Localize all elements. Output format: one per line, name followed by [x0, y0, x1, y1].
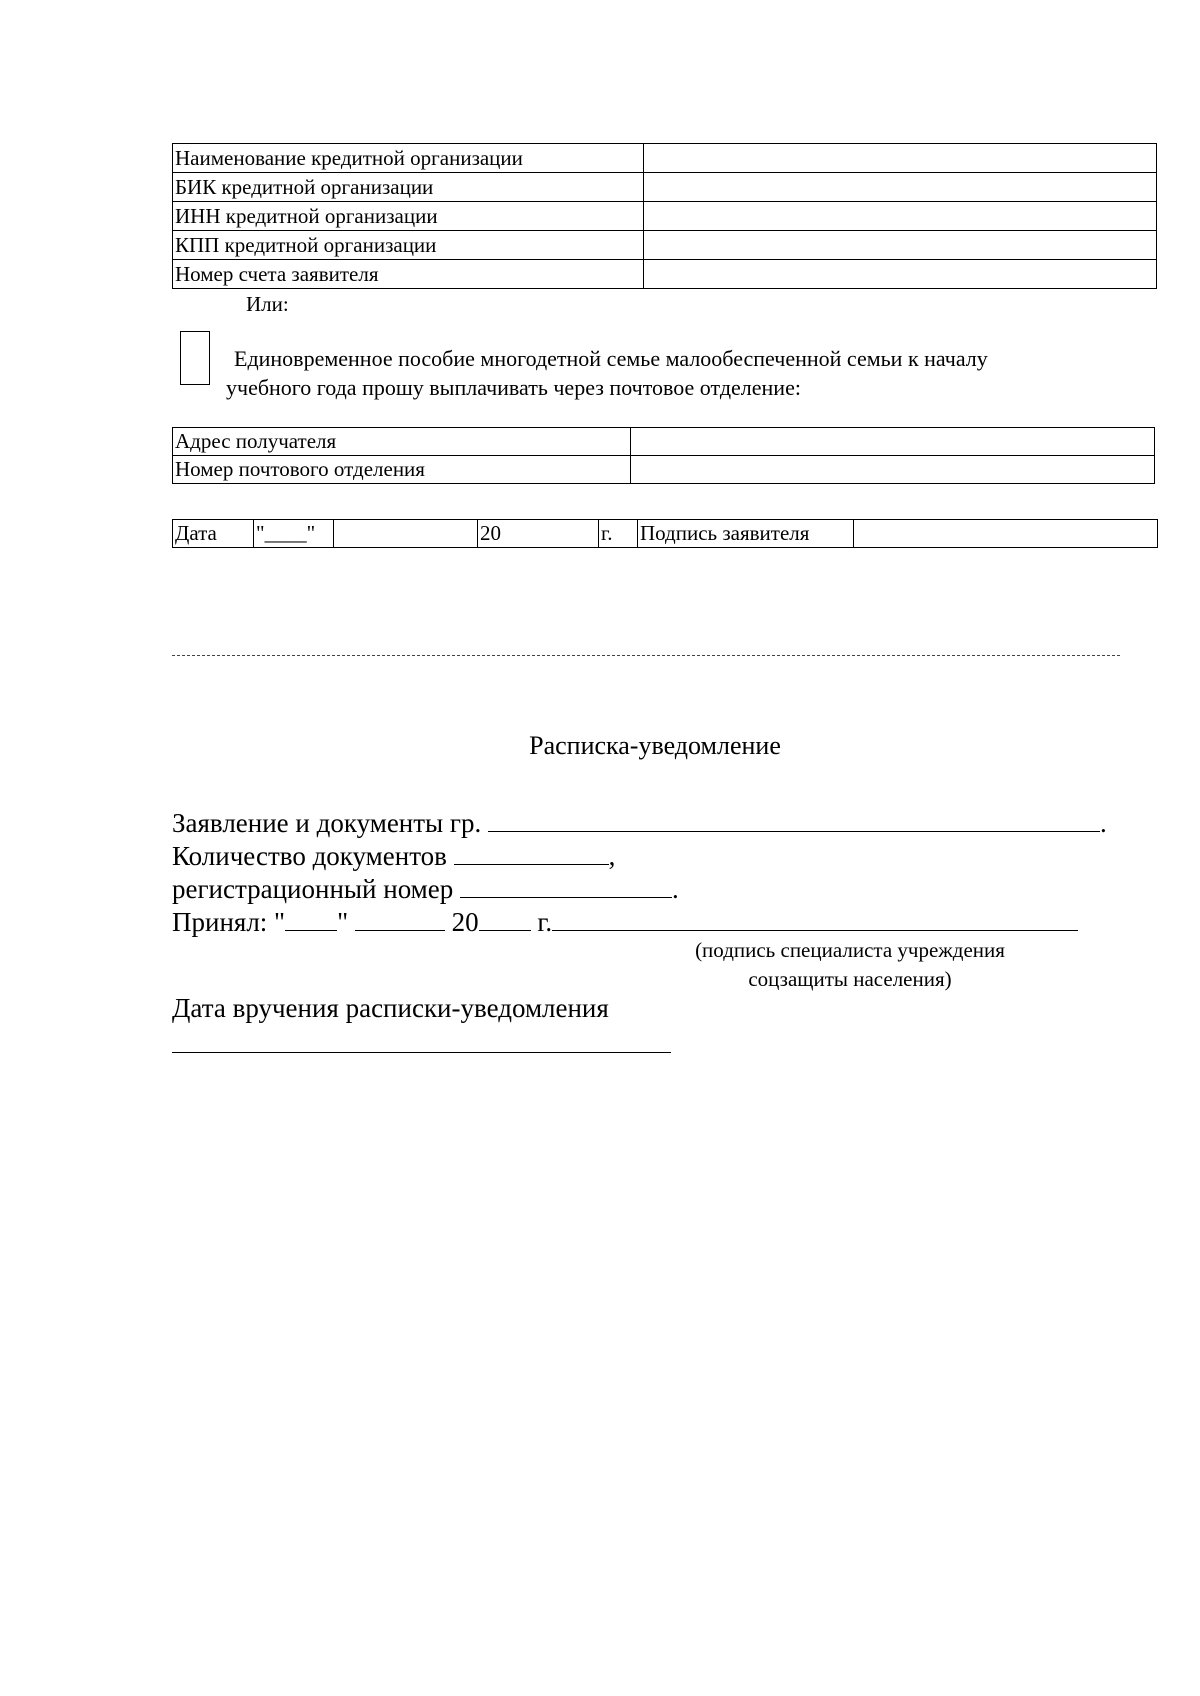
date-label: Дата — [173, 520, 254, 548]
postal-option-text-line1: Единовременное пособие многодетной семье малообеспеченной семьи к началу — [234, 346, 988, 371]
signature-label: Подпись заявителя — [638, 520, 854, 548]
reg-end: . — [672, 874, 679, 904]
specialist-signature-blank[interactable] — [552, 906, 1078, 931]
receipt-registration-row — [172, 873, 679, 906]
recipient-address-field[interactable] — [631, 428, 1155, 456]
accepted-day-blank[interactable] — [285, 906, 337, 931]
reg-label: регистрационный номер — [172, 874, 454, 904]
receipt-application-row — [172, 807, 1107, 840]
bik-field[interactable] — [644, 173, 1157, 202]
bik-label: БИК кредитной организации — [173, 173, 644, 202]
accepted-year: 20 — [451, 907, 479, 937]
cut-line-divider — [172, 655, 1120, 656]
accepted-g: г. — [537, 907, 553, 937]
specialist-note-line1: (подпись специалиста учреждения — [695, 938, 1005, 962]
accepted-label: Принял: " — [172, 907, 286, 937]
receipt-title: Расписка-уведомление — [529, 731, 781, 760]
kpp-label: КПП кредитной организации — [173, 231, 644, 260]
application-label: Заявление и документы гр. — [172, 808, 482, 838]
postal-option-text — [226, 344, 1136, 402]
table-row — [173, 428, 1155, 456]
accepted-month-blank[interactable] — [355, 906, 445, 931]
table-row — [173, 520, 1158, 548]
specialist-note-line2: соцзащиты населения) — [748, 967, 952, 991]
table-row — [173, 260, 1157, 289]
postal-option-checkbox[interactable] — [180, 331, 210, 385]
table-row — [173, 456, 1155, 484]
account-number-label: Номер счета заявителя — [173, 260, 644, 289]
delivery-date-label: Дата вручения расписки-уведомления — [172, 993, 609, 1023]
count-label: Количество документов — [172, 841, 447, 871]
signature-field[interactable] — [854, 520, 1158, 548]
or-label: Или: — [246, 292, 289, 316]
accepted-quote: " — [337, 907, 349, 937]
count-end: , — [608, 841, 616, 871]
inn-label: ИНН кредитной организации — [173, 202, 644, 231]
post-office-number-label: Номер почтового отделения — [173, 456, 631, 484]
year-suffix: г. — [599, 520, 638, 548]
bank-name-label: Наименование кредитной организации — [173, 144, 644, 173]
date-signature-table — [172, 519, 1158, 548]
table-row — [173, 144, 1157, 173]
recipient-address-label: Адрес получателя — [173, 428, 631, 456]
postal-details-table — [172, 427, 1155, 484]
receipt-accepted-row — [172, 906, 1078, 939]
applicant-name-blank[interactable] — [488, 807, 1100, 832]
registration-number-blank[interactable] — [460, 873, 672, 898]
postal-option-text-line2: учебного года прошу выплачивать через почтовое отделение: — [226, 375, 801, 400]
bank-name-field[interactable] — [644, 144, 1157, 173]
accepted-year-blank[interactable] — [479, 906, 531, 931]
post-office-number-field[interactable] — [631, 456, 1155, 484]
document-count-blank[interactable] — [454, 840, 609, 865]
receipt-count-row — [172, 840, 615, 873]
delivery-date-blank[interactable] — [172, 1052, 671, 1053]
account-number-field[interactable] — [644, 260, 1157, 289]
table-row — [173, 173, 1157, 202]
year-field[interactable]: 20 — [478, 520, 599, 548]
day-field[interactable]: "____" — [254, 520, 334, 548]
inn-field[interactable] — [644, 202, 1157, 231]
kpp-field[interactable] — [644, 231, 1157, 260]
specialist-signature-note — [560, 936, 1140, 994]
table-row — [173, 202, 1157, 231]
application-end: . — [1100, 808, 1107, 838]
table-row — [173, 231, 1157, 260]
month-field[interactable] — [334, 520, 478, 548]
bank-details-table — [172, 143, 1157, 289]
